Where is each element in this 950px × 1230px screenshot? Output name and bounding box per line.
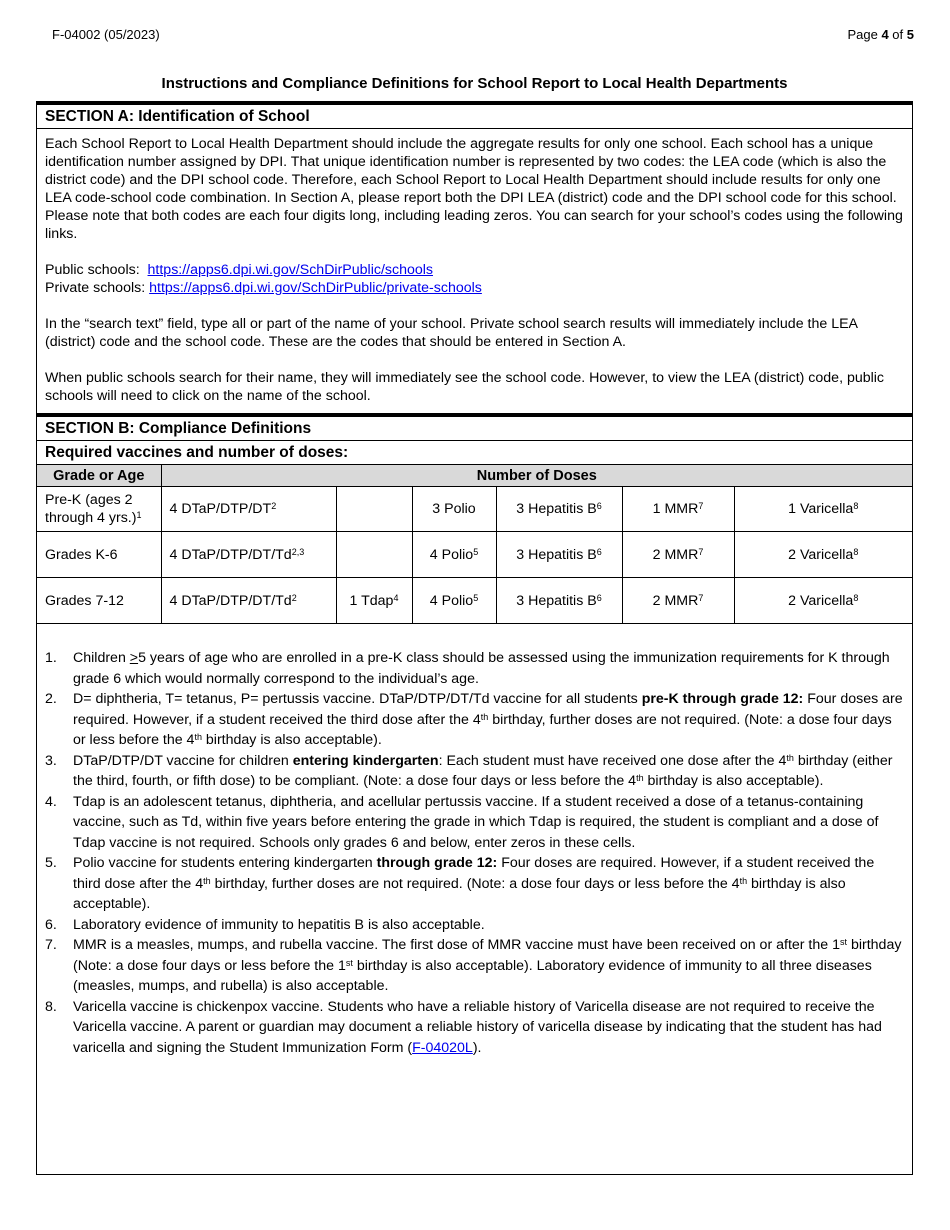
mmr-cell: 2 MMR$^7$ xyxy=(622,532,734,578)
dtap-cell: 4 DTaP/$DTP/DT^2$ xyxy=(161,487,336,532)
polio-cell: 4 Polio$^5$ xyxy=(412,578,496,624)
page-current: 4 xyxy=(881,27,889,42)
public-schools-label: Public schools: xyxy=(45,262,140,278)
private-schools-link[interactable]: https://apps6.dpi.wi.gov/SchDirPublic/private-schools xyxy=(149,280,482,296)
footnote-text: Tdap is an adolescent tetanus, diphtheria, and acellular pertussis vaccine. If a student received a dose of a tetanus-containing vaccine, such as Td, within five years before entering the grade in which Tdap is required, the student is compliant and a dose of Tdap vaccine is not required. Schools only grades 6 and below, enter zeros in these cells. xyxy=(73,793,879,851)
page-total: 5 xyxy=(906,27,914,42)
footnote-item xyxy=(45,997,904,1059)
table-row xyxy=(37,532,912,578)
section-b-heading: SECTION B: Compliance Definitions xyxy=(37,417,912,441)
table-row xyxy=(37,487,912,532)
form-id: F-04002 (05/2023) xyxy=(52,27,160,42)
polio-cell: 3 Polio xyxy=(412,487,496,532)
grade-cell: Grades 7-12 xyxy=(37,578,161,624)
varicella-cell: 1 Varicella$^8$ xyxy=(734,487,912,532)
page-of: of xyxy=(892,27,904,42)
form-frame xyxy=(36,101,913,1175)
footnote-item xyxy=(45,935,904,997)
footnote-item xyxy=(45,792,904,854)
section-a-intro: Each School Report to Local Health Department should include the aggregate results for only one school. Each school has a unique identification number assigned by DPI. That unique identification number is represented by two codes: the LEA code (which is also the district code) and the DPI school code. Therefore, each School Report to Local Health Department should include results for only one LEA code-school code combination. In Section A, please report both the DPI LEA (district) code and the DPI school code for this school. Please note that both codes are each four digits long, including leading zeros. You can search for your school’s codes using the following links. xyxy=(45,136,903,242)
footnote-number: 7. xyxy=(45,937,57,953)
footnote-number: 6. xyxy=(45,916,57,933)
hepb-cell: 3 Hepatitis $B^6$ xyxy=(496,532,622,578)
immunization-form-link[interactable]: F-04020L xyxy=(412,1039,473,1056)
mmr-cell: 2 MMR$^7$ xyxy=(622,578,734,624)
public-schools-link[interactable]: https://apps6.dpi.wi.gov/SchDirPublic/schools xyxy=(147,262,433,278)
page-number xyxy=(847,27,914,42)
document-title: Instructions and Compliance Definitions for School Report to Local Health Departments xyxy=(161,75,788,92)
tdap-cell: 1 Tdap$^4$ xyxy=(336,578,412,624)
footnote-item xyxy=(45,853,904,915)
vaccines-subheading: Required vaccines and number of doses: xyxy=(37,441,912,465)
footnote-number: 1. xyxy=(45,650,57,666)
search-instructions: In the “search text” field, type all or part of the name of your school. Private school search results will immediately include the LEA (district) code and the school code. These are the codes that should be entered in Section A. xyxy=(45,316,858,350)
dtap-cell: 4 DTaP/DTP/DT/Td$^2$ xyxy=(161,578,336,624)
footnote-number: 4. xyxy=(45,793,57,810)
section-a-heading: SECTION A: Identification of School xyxy=(37,105,912,129)
column-header-grade: Grade or Age xyxy=(37,465,161,487)
footnote-text: Laboratory evidence of immunity to hepatitis B is also acceptable. xyxy=(73,916,485,933)
tdap-cell xyxy=(336,487,412,532)
footnote-text: MMR is a measles, mumps, and rubella vaccine. The first dose of MMR vaccine must have been received on or after the 1st birthday (Note: a dose four days or less before the 1st birthday is also acceptable). Laboratory evidence of immunity to all three diseases (measles, mumps, and rubella) is also acceptable. xyxy=(73,937,902,994)
varicella-cell: 2 Varicella$^8$ xyxy=(734,578,912,624)
vaccine-doses-table xyxy=(37,465,912,624)
dtap-cell: 4 DTaP/DTP/DT/Td$^{2,3}$ xyxy=(161,532,336,578)
table-row xyxy=(37,578,912,624)
footnote-item xyxy=(45,915,904,936)
footnote-text: Varicella vaccine is chickenpox vaccine. Students who have a reliable history of Varicella disease are not required to receive the Varicella vaccine. A parent or guardian may document a reliable history of varicella disease by indicating that the student has had varicella and signing the Student Immunization Form (F-04020L). xyxy=(73,998,882,1056)
private-schools-label: Private schools: xyxy=(45,280,146,296)
hepb-cell: 3 Hepatitis $B^6$ xyxy=(496,578,622,624)
footnote-number: 2. xyxy=(45,691,57,707)
column-header-doses: Number of Doses xyxy=(161,465,912,487)
polio-cell: 4 Polio$^5$ xyxy=(412,532,496,578)
school-links xyxy=(45,261,904,297)
footnote-number: 5. xyxy=(45,855,57,871)
footnote-text: D= diphtheria, T= tetanus, P= pertussis vaccine. DTaP/DTP/DT/Td vaccine for all students pre-K through grade 12: Four doses are required. However, if a student received the third dose after the 4th birthday, further doses are not required. (Note: a dose four days or less before the 4th birthday is also acceptable). xyxy=(73,691,903,748)
footnote-text: Children >5 years of age who are enrolled in a pre-K class should be assessed using the immunization requirements for K through grade 6 which would normally correspond to the individual’s age. xyxy=(73,650,890,687)
footnote-number: 3. xyxy=(45,752,57,769)
footnote-item xyxy=(45,648,904,689)
grade-cell: Grades K-6 xyxy=(37,532,161,578)
public-school-instructions: When public schools search for their name, they will immediately see the school code. However, to view the LEA (district) code, public schools will need to click on the name of the school. xyxy=(45,370,885,404)
hepb-cell: 3 Hepatitis $B^6$ xyxy=(496,487,622,532)
mmr-cell: 1 MMR$^7$ xyxy=(622,487,734,532)
footnote-item xyxy=(45,751,904,792)
footnote-text: Polio vaccine for students entering kindergarten through grade 12: Four doses are required. However, if a student received the third dose after the 4th birthday, further doses are not required. (Note: a dose four days or less before the 4th birthday is also acceptable). xyxy=(73,855,875,912)
section-a-body xyxy=(37,129,912,413)
page-label: Page xyxy=(847,27,878,42)
footnote-item xyxy=(45,689,904,751)
grade-cell: Pre-K (ages 2 through 4 yrs.)$^1$ xyxy=(37,487,161,532)
footnotes-list xyxy=(37,624,912,1058)
varicella-cell: 2 Varicella$^8$ xyxy=(734,532,912,578)
footnote-text: DTaP/DTP/DT vaccine for children entering kindergarten: Each student must have received one dose after the 4th birthday (either the third, fourth, or fifth dose) to be compliant. (Note: a dose four days or less before the 4th birthday is also acceptable). xyxy=(73,752,893,789)
footnote-number: 8. xyxy=(45,998,57,1015)
tdap-cell xyxy=(336,532,412,578)
